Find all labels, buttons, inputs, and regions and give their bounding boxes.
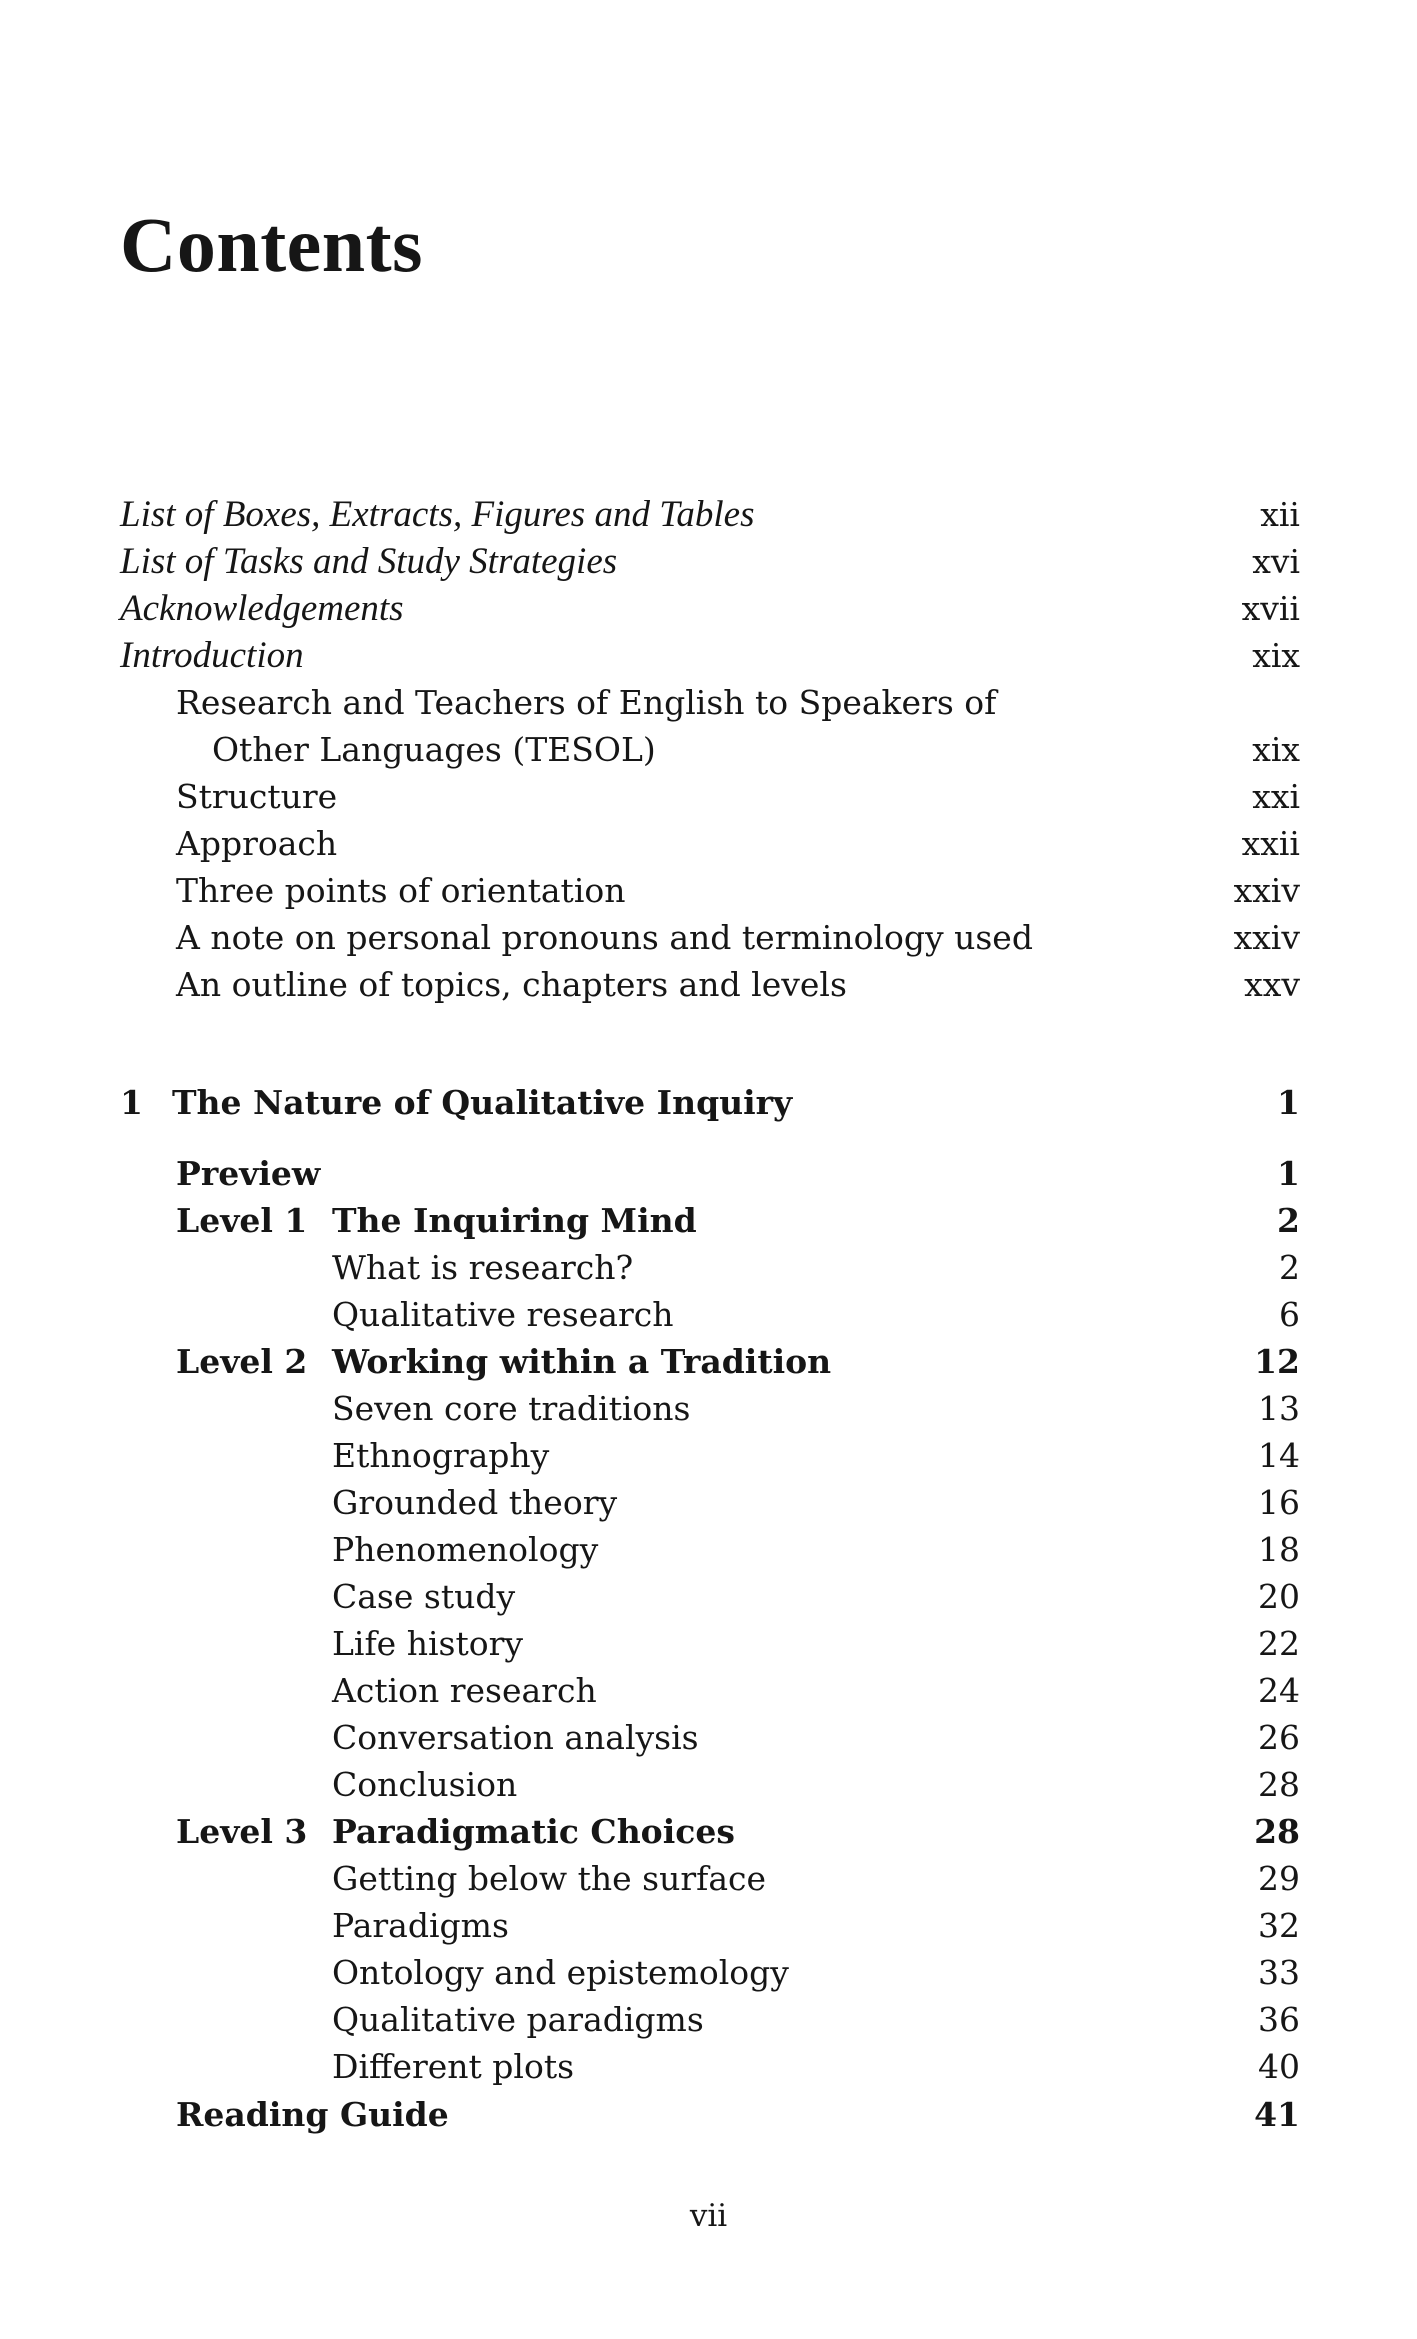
level-title: The Inquiring Mind <box>332 1201 697 1240</box>
toc-entry-page: xxii <box>1241 824 1300 863</box>
toc-entry-title: Qualitative research <box>332 1295 674 1334</box>
toc-level-item[interactable] <box>0 1761 1417 1808</box>
toc-entry-page: xxv <box>1244 965 1300 1004</box>
level-title: Working within a Tradition <box>332 1342 832 1381</box>
toc-entry-page: 2 <box>1279 1248 1300 1287</box>
toc-entry-page: 32 <box>1258 1906 1300 1945</box>
toc-level-item[interactable] <box>0 1432 1417 1479</box>
toc-entry-title: Introduction <box>120 635 304 676</box>
toc-entry-page: xix <box>1252 636 1300 675</box>
toc-entry-page: 16 <box>1258 1483 1300 1522</box>
toc-level-item[interactable] <box>0 1855 1417 1902</box>
toc-entry-page: 14 <box>1258 1436 1300 1475</box>
toc-entry-title: List of Boxes, Extracts, Figures and Tables <box>120 494 755 535</box>
toc-preview[interactable] <box>0 1150 1417 1197</box>
toc-entry-page: 1 <box>1277 1154 1300 1193</box>
toc-entry[interactable] <box>0 585 1417 632</box>
toc-entry-page: 1 <box>1277 1083 1300 1122</box>
toc-subentry[interactable] <box>0 961 1417 1008</box>
toc-entry-page: xxi <box>1252 777 1300 816</box>
toc-entry-page: 36 <box>1258 2000 1300 2039</box>
toc-entry-title: Getting below the surface <box>332 1859 767 1898</box>
toc-entry-title: An outline of topics, chapters and levels <box>176 965 847 1004</box>
toc-entry-title: Phenomenology <box>332 1530 599 1569</box>
toc-level-item[interactable] <box>0 1902 1417 1949</box>
toc-entry-page: 33 <box>1258 1953 1300 1992</box>
toc-entry-page: 6 <box>1279 1295 1300 1334</box>
toc-level-item[interactable] <box>0 1667 1417 1714</box>
toc-subentry[interactable] <box>0 820 1417 867</box>
toc-entry-title: Qualitative paradigms <box>332 2000 704 2039</box>
toc-entry-title: Case study <box>332 1577 516 1616</box>
toc-level-item[interactable] <box>0 1244 1417 1291</box>
toc-entry-page: 12 <box>1254 1342 1300 1381</box>
toc-level-item[interactable] <box>0 1479 1417 1526</box>
toc-subentry[interactable] <box>0 773 1417 820</box>
page-number: vii <box>689 2198 728 2234</box>
toc-level-item[interactable] <box>0 1526 1417 1573</box>
toc-entry[interactable] <box>0 538 1417 585</box>
toc-entry-page: xvi <box>1252 542 1300 581</box>
toc-entry-page: 41 <box>1254 2095 1300 2134</box>
toc-level-item[interactable] <box>0 2043 1417 2090</box>
toc-entry-title: Conclusion <box>332 1765 518 1804</box>
toc-entry[interactable] <box>0 491 1417 538</box>
toc-entry-title: Approach <box>176 824 338 863</box>
toc-entry-title: Seven core traditions <box>332 1389 691 1428</box>
toc-entry-title: Acknowledgements <box>120 588 404 629</box>
toc-entry-title: Research and Teachers of English to Speakers of <box>176 683 997 722</box>
toc-entry-page: 20 <box>1258 1577 1300 1616</box>
toc-entry-page: 28 <box>1258 1765 1300 1804</box>
toc-level-heading[interactable] <box>0 1197 1417 1244</box>
toc-entry-page: 13 <box>1258 1389 1300 1428</box>
chapter-number: 1 <box>120 1083 143 1122</box>
toc-chapter-heading[interactable] <box>0 1079 1417 1126</box>
toc-entry-page: 2 <box>1277 1201 1300 1240</box>
toc-level-item[interactable] <box>0 1385 1417 1432</box>
toc-entry-title: Three points of orientation <box>176 871 626 910</box>
toc-level-item[interactable] <box>0 1714 1417 1761</box>
toc-entry-title: Life history <box>332 1624 523 1663</box>
level-label: Level 2 <box>176 1342 308 1381</box>
page-title: Contents <box>120 201 424 288</box>
toc-level-heading[interactable] <box>0 1338 1417 1385</box>
toc-level-item[interactable] <box>0 1291 1417 1338</box>
toc-entry-page: xxiv <box>1233 918 1300 957</box>
toc-entry-page: 24 <box>1258 1671 1300 1710</box>
toc-entry-page: xvii <box>1241 589 1300 628</box>
toc-level-item[interactable] <box>0 1949 1417 1996</box>
toc-entry-page: 22 <box>1258 1624 1300 1663</box>
toc-entry-page: xxiv <box>1233 871 1300 910</box>
toc-entry-title: List of Tasks and Study Strategies <box>120 541 618 582</box>
level-label: Level 1 <box>176 1201 308 1240</box>
toc-entry-title: Other Languages (TESOL) <box>212 730 656 769</box>
toc-level-item[interactable] <box>0 1996 1417 2043</box>
toc-subentry[interactable] <box>0 867 1417 914</box>
toc-entry-title: Reading Guide <box>176 2095 449 2134</box>
toc-entry-title: A note on personal pronouns and terminology used <box>176 918 1033 957</box>
toc-entry-page: 28 <box>1254 1812 1300 1851</box>
toc-subentry[interactable] <box>0 914 1417 961</box>
chapter-title: The Nature of Qualitative Inquiry <box>172 1083 793 1122</box>
toc-entry-page: 40 <box>1258 2047 1300 2086</box>
toc-level-item[interactable] <box>0 1573 1417 1620</box>
toc-entry-title: What is research? <box>332 1248 634 1287</box>
toc-subentry-continuation[interactable] <box>0 726 1417 773</box>
toc-entry-title: Paradigms <box>332 1906 509 1945</box>
toc-entry-page: 18 <box>1258 1530 1300 1569</box>
toc-level-item[interactable] <box>0 1620 1417 1667</box>
toc-reading-guide[interactable] <box>0 2091 1417 2138</box>
toc-entry-title: Preview <box>176 1154 321 1193</box>
toc-entry-page: xii <box>1260 495 1300 534</box>
level-label: Level 3 <box>176 1812 308 1851</box>
toc-level-heading[interactable] <box>0 1808 1417 1855</box>
toc-entry-title: Ethnography <box>332 1436 550 1475</box>
toc-entry-title: Different plots <box>332 2047 575 2086</box>
toc-entry-page: 26 <box>1258 1718 1300 1757</box>
toc-entry-title: Grounded theory <box>332 1483 618 1522</box>
toc-entry-title: Conversation analysis <box>332 1718 699 1757</box>
level-title: Paradigmatic Choices <box>332 1812 735 1851</box>
toc-entry-title: Action research <box>332 1671 597 1710</box>
toc-entry-title: Ontology and epistemology <box>332 1953 789 1992</box>
toc-entry-page: xix <box>1252 730 1300 769</box>
toc-subentry[interactable] <box>0 679 1417 726</box>
toc-entry[interactable] <box>0 632 1417 679</box>
toc-entry-page: 29 <box>1258 1859 1300 1898</box>
toc-entry-title: Structure <box>176 777 338 816</box>
